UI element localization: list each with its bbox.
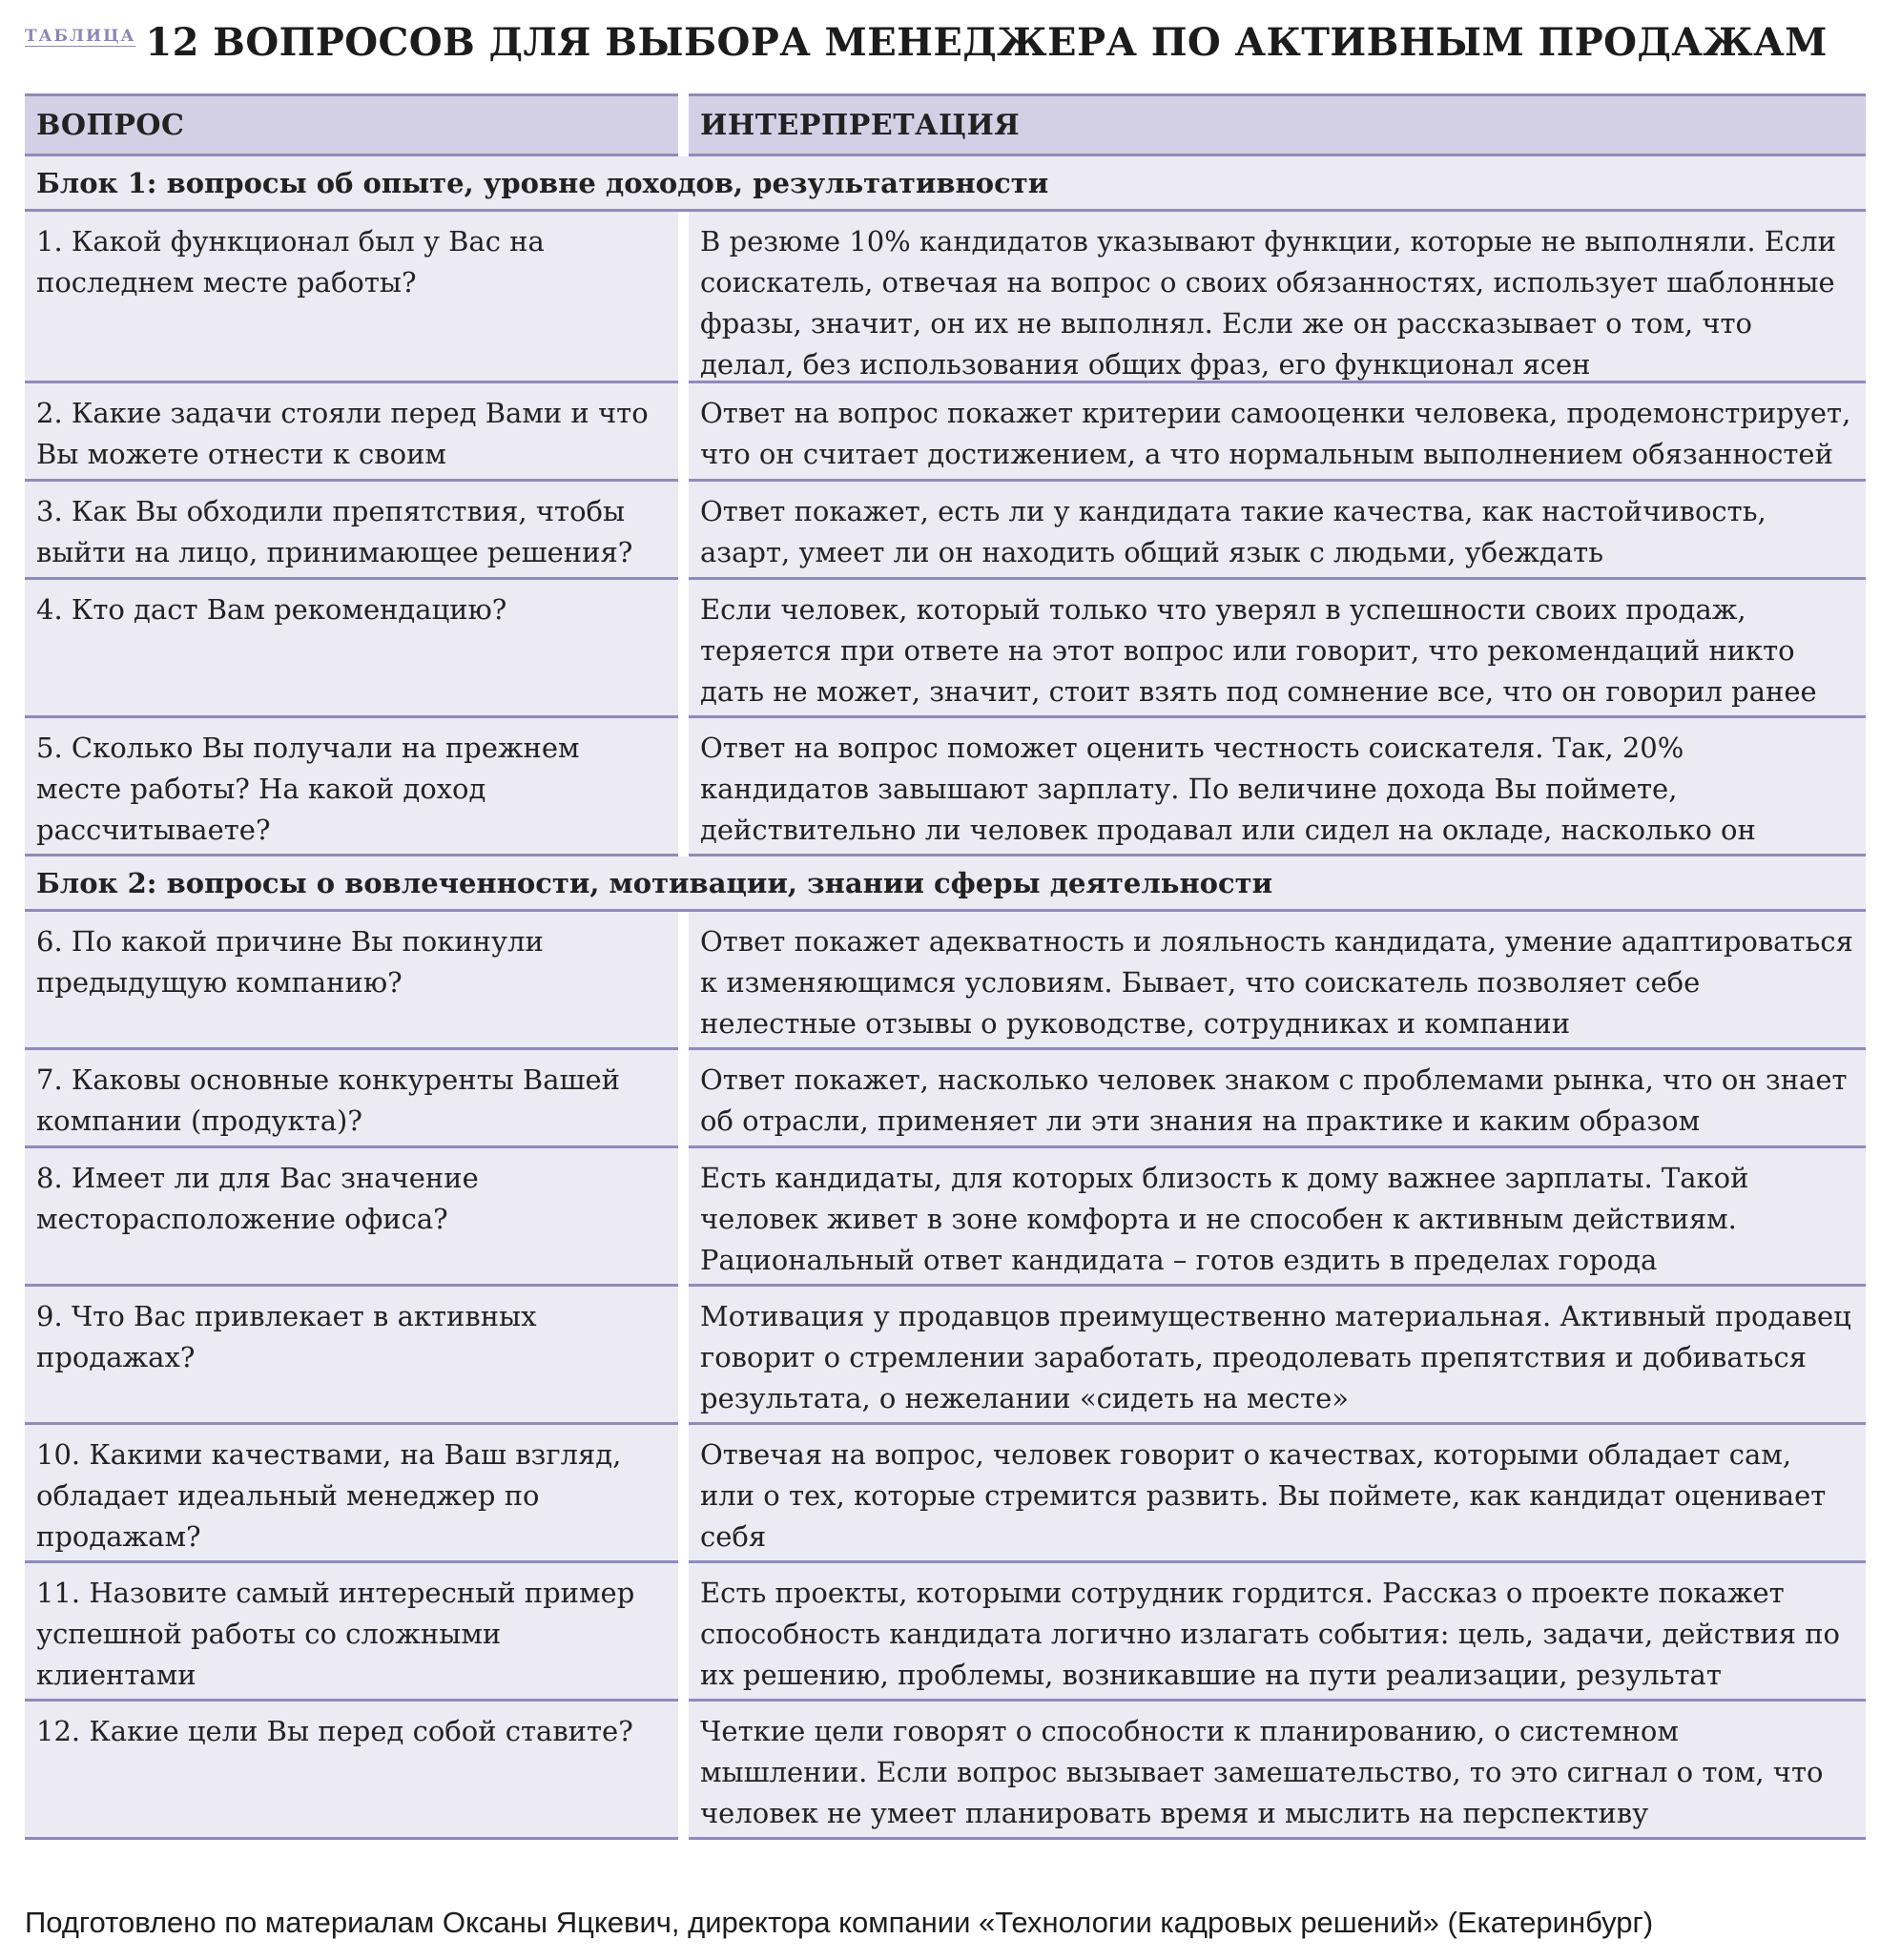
question-cell: 8. Имеет ли для Вас значение месторасположение офиса? bbox=[25, 1148, 678, 1287]
interpretation-cell: Ответ покажет, насколько человек знаком с проблемами рынка, что он знает об отрасли, применяет ли эти знания на практике и каким образом bbox=[689, 1050, 1866, 1148]
question-cell: 3. Как Вы обходили препятствия, чтобы выйти на лицо, принимающее решения? bbox=[25, 482, 678, 580]
interpretation-cell: Ответ на вопрос покажет критерии самооценки человека, продемонстрирует, что он считает достижением, а что нормальным выполнением обязанностей bbox=[689, 383, 1866, 482]
question-cell: 7. Каковы основные конкуренты Вашей компании (продукта)? bbox=[25, 1050, 678, 1148]
interpretation-cell: Четкие цели говорят о способности к планированию, о системном мышлении. Если вопрос вызывает замешательство, то это сигнал о том, что человек не умеет планировать время и мыслить на перспективу bbox=[689, 1702, 1866, 1840]
interpretation-cell: Ответ на вопрос поможет оценить честность соискателя. Так, 20% кандидатов завышают зарплату. По величине дохода Вы поймете, действительно ли человек продавал или сидел на окладе, насколько он bbox=[689, 718, 1866, 856]
table-heading bbox=[25, 13, 1855, 71]
table-row bbox=[25, 1425, 1866, 1563]
interpretation-cell: Ответ покажет адекватность и лояльность кандидата, умение адаптироваться к изменяющимся условиям. Бывает, что соискатель позволяет себе нелестные отзывы о руководстве, сотрудниках и компании bbox=[689, 912, 1866, 1050]
column-header-question: ВОПРОС bbox=[25, 93, 678, 156]
table-row bbox=[25, 1148, 1866, 1287]
table-row bbox=[25, 1563, 1866, 1702]
interpretation-cell: Если человек, который только что уверял в успешности своих продаж, теряется при ответе на этот вопрос или говорит, что рекомендаций никто дать не может, значит, стоит взять под сомнение все, что он говорил ранее bbox=[689, 580, 1866, 718]
table-row bbox=[25, 580, 1866, 718]
interpretation-cell: Ответ покажет, есть ли у кандидата такие качества, как настойчивость, азарт, умеет ли он находить общий язык с людьми, убеждать bbox=[689, 482, 1866, 580]
table-header-row bbox=[25, 93, 1866, 156]
questions-table bbox=[25, 93, 1866, 1840]
table-row bbox=[25, 1702, 1866, 1840]
question-cell: 6. По какой причине Вы покинули предыдущую компанию? bbox=[25, 912, 678, 1050]
table-row bbox=[25, 912, 1866, 1050]
table-row bbox=[25, 1050, 1866, 1148]
table-row bbox=[25, 383, 1866, 482]
interpretation-cell: Есть проекты, которыми сотрудник гордится. Рассказ о проекте покажет способность кандидата логично излагать события: цель, задачи, действия по их решению, проблемы, возникавшие на пути реализации, результат bbox=[689, 1563, 1866, 1702]
question-cell: 4. Кто даст Вам рекомендацию? bbox=[25, 580, 678, 718]
block-1-title: Блок 1: вопросы об опыте, уровне доходов, результативности bbox=[25, 156, 1866, 212]
question-cell: 9. Что Вас привлекает в активных продажах? bbox=[25, 1287, 678, 1425]
question-cell: 10. Какими качествами, на Ваш взгляд, обладает идеальный менеджер по продажам? bbox=[25, 1425, 678, 1563]
question-cell: 2. Какие задачи стояли перед Вами и что Вы можете отнести к своим bbox=[25, 383, 678, 482]
question-cell: 11. Назовите самый интересный пример успешной работы со сложными клиентами bbox=[25, 1563, 678, 1702]
question-cell: 1. Какой функционал был у Вас на последнем месте работы? bbox=[25, 212, 678, 383]
question-cell: 12. Какие цели Вы перед собой ставите? bbox=[25, 1702, 678, 1840]
block-2-title: Блок 2: вопросы о вовлеченности, мотивации, знании сферы деятельности bbox=[25, 856, 1866, 912]
source-note: Подготовлено по материалам Оксаны Яцкевич, директора компании «Технологии кадровых решений» (Екатеринбург) bbox=[25, 1906, 1654, 1939]
table-row bbox=[25, 1287, 1866, 1425]
interpretation-cell: Есть кандидаты, для которых близость к дому важнее зарплаты. Такой человек живет в зоне комфорта и не способен к активным действиям. Рациональный ответ кандидата – готов ездить в пределах города bbox=[689, 1148, 1866, 1287]
page-title: 12 ВОПРОСОВ ДЛЯ ВЫБОРА МЕНЕДЖЕРА ПО АКТИВНЫМ ПРОДАЖАМ bbox=[145, 19, 1828, 65]
interpretation-cell: В резюме 10% кандидатов указывают функции, которые не выполняли. Если соискатель, отвечая на вопрос о своих обязанностях, использует шаблонные фразы, значит, он их не выполнял. Если же он рассказывает о том, что делал, без использования общих фраз, его функционал ясен bbox=[689, 212, 1866, 383]
table-row bbox=[25, 212, 1866, 383]
interpretation-cell: Отвечая на вопрос, человек говорит о качествах, которыми обладает сам, или о тех, которые стремится развить. Вы поймете, как кандидат оценивает себя bbox=[689, 1425, 1866, 1563]
interpretation-cell: Мотивация у продавцов преимущественно материальная. Активный продавец говорит о стремлении заработать, преодолевать препятствия и добиваться результата, о нежелании «сидеть на месте» bbox=[689, 1287, 1866, 1425]
table-badge: ТАБЛИЦА bbox=[25, 27, 136, 46]
column-header-interpretation: ИНТЕРПРЕТАЦИЯ bbox=[689, 93, 1866, 156]
table-row bbox=[25, 482, 1866, 580]
question-cell: 5. Сколько Вы получали на прежнем месте работы? На какой доход рассчитываете? bbox=[25, 718, 678, 856]
table-row bbox=[25, 718, 1866, 856]
